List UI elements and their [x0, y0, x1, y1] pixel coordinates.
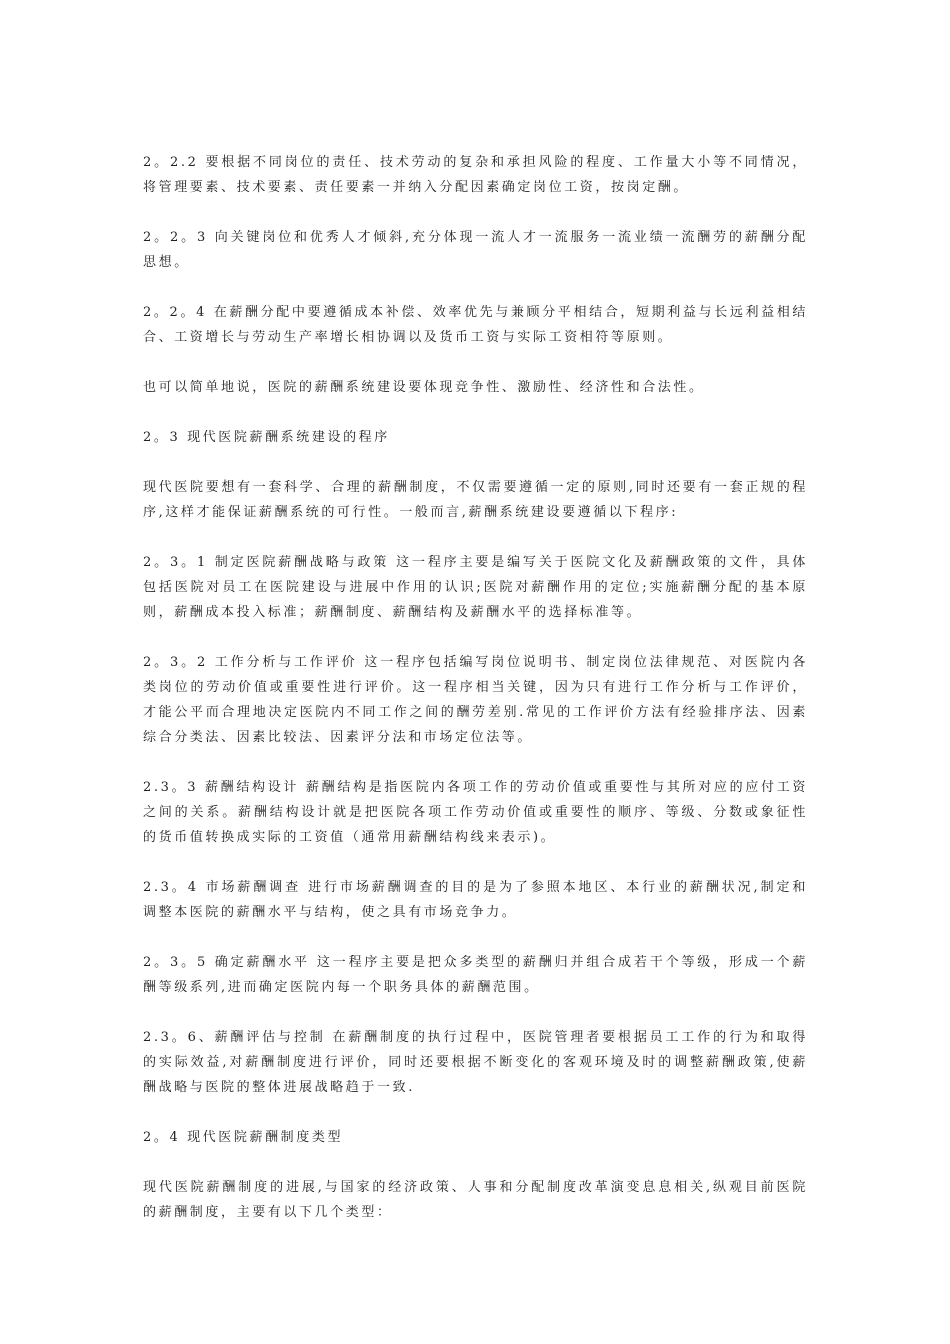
- document-body: [143, 150, 808, 1250]
- paragraph-2-3-5: 2。3。5 确定薪酬水平 这一程序主要是把众多类型的薪酬归并组合成若干个等级，形成一个薪酬等级系列,进而确定医院内每一个职务具体的薪酬范围。: [143, 955, 808, 995]
- paragraph-2-3-6: 2.3。6、薪酬评估与控制 在薪酬制度的执行过程中，医院管理者要根据员工工作的行为和取得的实际效益,对薪酬制度进行评价，同时还要根据不断变化的客观环境及时的调整薪酬政策,使薪酬战略与医院的整体进展战略趋于一致.: [143, 1030, 808, 1095]
- paragraph-2-3-1: 2。3。1 制定医院薪酬战略与政策 这一程序主要是编写关于医院文化及薪酬政策的文件，具体包括医院对员工在医院建设与进展中作用的认识;医院对薪酬作用的定位;实施薪酬分配的基本原则，薪酬成本投入标准；薪酬制度、薪酬结构及薪酬水平的选择标准等。: [143, 555, 808, 620]
- paragraph-2-2-2: 2。2.2 要根据不同岗位的责任、技术劳动的复杂和承担风险的程度、工作量大小等不同情况，将管理要素、技术要素、责任要素一并纳入分配因素确定岗位工资，按岗定酬。: [143, 155, 808, 195]
- paragraph-2-3-2: 2。3。2 工作分析与工作评价 这一程序包括编写岗位说明书、制定岗位法律规范、对医院内各类岗位的劳动价值或重要性进行评价。这一程序相当关键，因为只有进行工作分析与工作评价，才能公平而合理地决定医院内不同工作之间的酬劳差别.常见的工作评价方法有经验排序法、因素综合分类法、因素比较法、因素评分法和市场定位法等。: [143, 655, 808, 745]
- paragraph-2-3-intro: 现代医院要想有一套科学、合理的薪酬制度，不仅需要遵循一定的原则,同时还要有一套正规的程序,这样才能保证薪酬系统的可行性。一般而言,薪酬系统建设要遵循以下程序:: [143, 480, 808, 520]
- paragraph-2-4-intro: 现代医院薪酬制度的进展,与国家的经济政策、人事和分配制度改革演变息息相关,纵观目前医院的薪酬制度，主要有以下几个类型：: [143, 1180, 808, 1220]
- paragraph-2-3-3: 2.3。3 薪酬结构设计 薪酬结构是指医院内各项工作的劳动价值或重要性与其所对应的应付工资之间的关系。薪酬结构设计就是把医院各项工作劳动价值或重要性的顺序、等级、分数或象征性的货币值转换成实际的工资值（通常用薪酬结构线来表示)。: [143, 780, 808, 845]
- paragraph-2-2-4: 2。2。4 在薪酬分配中要遵循成本补偿、效率优先与兼顾分平相结合，短期利益与长远利益相结合、工资增长与劳动生产率增长相协调以及货币工资与实际工资相符等原则。: [143, 305, 808, 345]
- paragraph-summary: 也可以简单地说，医院的薪酬系统建设要体现竞争性、激励性、经济性和合法性。: [143, 380, 705, 395]
- paragraph-2-2-3: 2。2。3 向关键岗位和优秀人才倾斜,充分体现一流人才一流服务一流业绩一流酬劳的薪酬分配思想。: [143, 230, 808, 270]
- section-heading-2-3: 2。3 现代医院薪酬系统建设的程序: [143, 430, 390, 445]
- paragraph-2-3-4: 2.3。4 市场薪酬调查 进行市场薪酬调查的目的是为了参照本地区、本行业的薪酬状况,制定和调整本医院的薪酬水平与结构，使之具有市场竞争力。: [143, 880, 808, 920]
- section-heading-2-4: 2。4 现代医院薪酬制度类型: [143, 1130, 344, 1145]
